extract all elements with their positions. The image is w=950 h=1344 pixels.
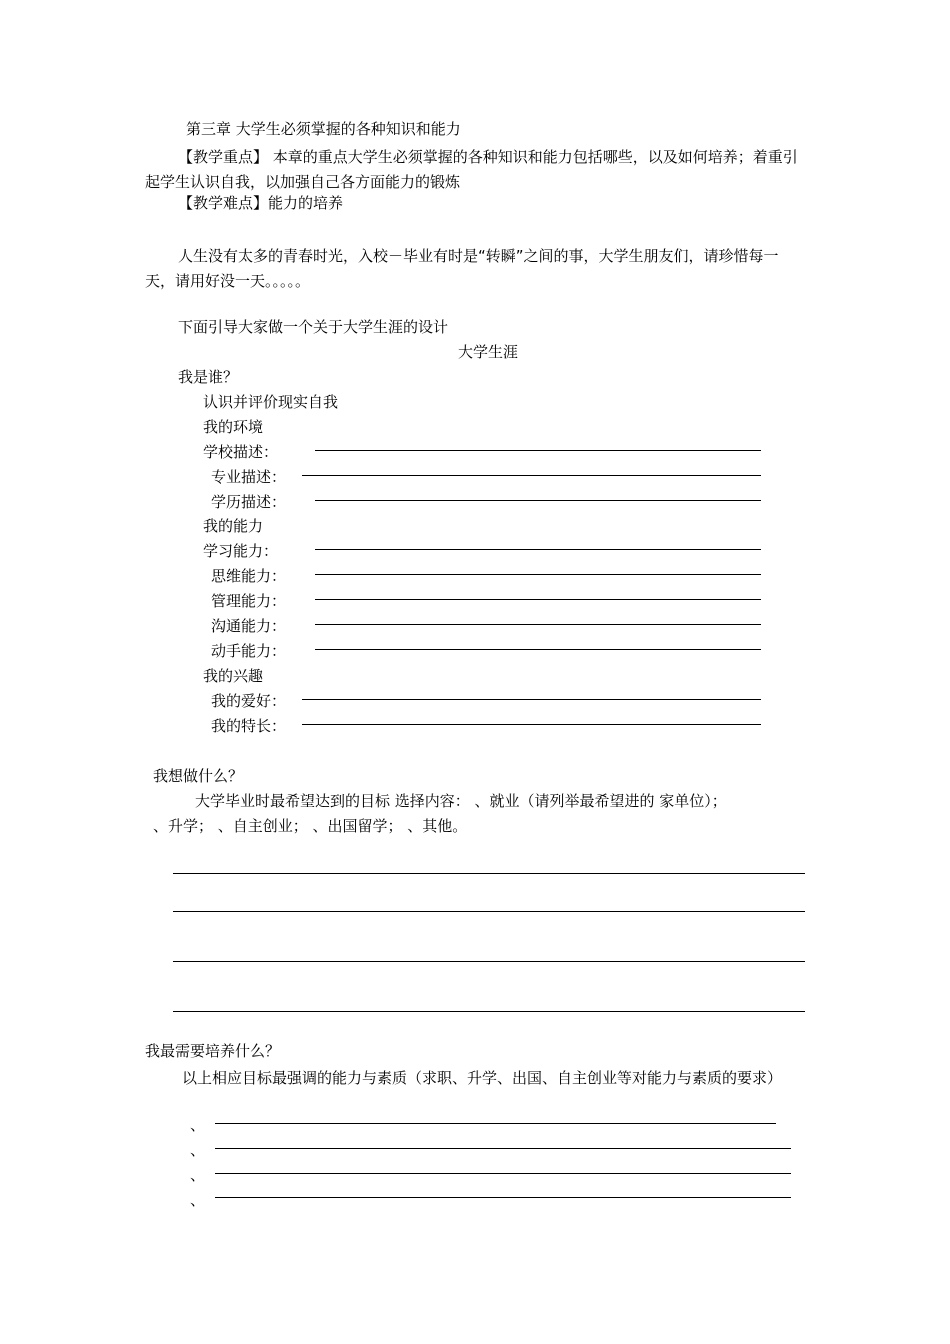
bullet-3: 、 (190, 1166, 206, 1184)
ability-heading: 我的能力 (203, 517, 264, 535)
want-line-2: 、升学； 、自主创业； 、出国留学； 、其他。 (153, 817, 468, 835)
field-label-school: 学校描述： (203, 443, 279, 461)
want-line-1: 大学毕业时最希望达到的目标 选择内容： 、就业（请列举最希望进的 家单位）； (195, 792, 727, 810)
who-subtitle: 认识并评价现实自我 (203, 393, 339, 411)
field-label-management: 管理能力： (211, 592, 287, 610)
field-label-hobby: 我的爱好： (211, 692, 287, 710)
need-line-1[interactable] (215, 1123, 776, 1124)
teaching-difficulty-text: 能力的培养 (268, 194, 344, 212)
teaching-focus-label: 【教学重点】 (178, 148, 269, 166)
intro-paragraph: 人生没有太多的青春时光，入校－毕业有时是“转瞬”之间的事，大学生朋友们，请珍惜每一天，请用好没一天。。。。。 (145, 247, 779, 290)
need-line-4[interactable] (215, 1197, 791, 1198)
fill-line-school[interactable] (315, 450, 761, 451)
fill-line-specialty[interactable] (302, 724, 761, 725)
form-title: 大学生涯 (458, 343, 519, 361)
teaching-difficulty-label: 【教学难点】 (178, 194, 269, 212)
bullet-2: 、 (190, 1141, 206, 1159)
teaching-focus (145, 145, 807, 195)
field-label-major: 专业描述： (211, 468, 287, 486)
field-label-specialty: 我的特长： (211, 717, 287, 735)
teaching-focus-text: 本章的重点大学生必须掌握的各种知识和能力包括哪些，以及如何培养；着重引起学生认识自我，以加强自己各方面能力的锻炼 (145, 148, 798, 191)
field-label-degree: 学历描述： (211, 493, 287, 511)
need-question: 我最需要培养什么？ (145, 1042, 281, 1060)
need-line-2[interactable] (215, 1148, 791, 1149)
field-label-hands-on: 动手能力： (211, 642, 287, 660)
fill-line-hobby[interactable] (302, 699, 761, 700)
field-label-learning: 学习能力： (203, 542, 279, 560)
who-question: 我是谁？ (178, 368, 239, 386)
bullet-4: 、 (190, 1191, 206, 1209)
teaching-difficulty (178, 194, 343, 212)
field-label-thinking: 思维能力： (211, 567, 287, 585)
fill-line-degree[interactable] (315, 500, 761, 501)
answer-line-1[interactable] (173, 873, 805, 874)
field-label-communication: 沟通能力： (211, 617, 287, 635)
fill-line-thinking[interactable] (315, 574, 761, 575)
want-question: 我想做什么？ (153, 767, 244, 785)
fill-line-hands-on[interactable] (315, 649, 761, 650)
fill-line-major[interactable] (302, 475, 761, 476)
need-text: 以上相应目标最强调的能力与素质（求职、升学、出国、自主创业等对能力与素质的要求） (182, 1069, 783, 1087)
fill-line-learning[interactable] (315, 549, 761, 550)
guide-text: 下面引导大家做一个关于大学生涯的设计 (178, 318, 449, 336)
interest-heading: 我的兴趣 (203, 667, 264, 685)
answer-line-2[interactable] (173, 911, 805, 912)
env-heading: 我的环境 (203, 418, 264, 436)
answer-line-3[interactable] (173, 961, 805, 962)
bullet-1: 、 (190, 1116, 206, 1134)
fill-line-management[interactable] (315, 599, 761, 600)
chapter-title: 第三章 大学生必须掌握的各种知识和能力 (186, 120, 461, 138)
answer-line-4[interactable] (173, 1011, 805, 1012)
need-line-3[interactable] (215, 1173, 791, 1174)
fill-line-communication[interactable] (315, 624, 761, 625)
